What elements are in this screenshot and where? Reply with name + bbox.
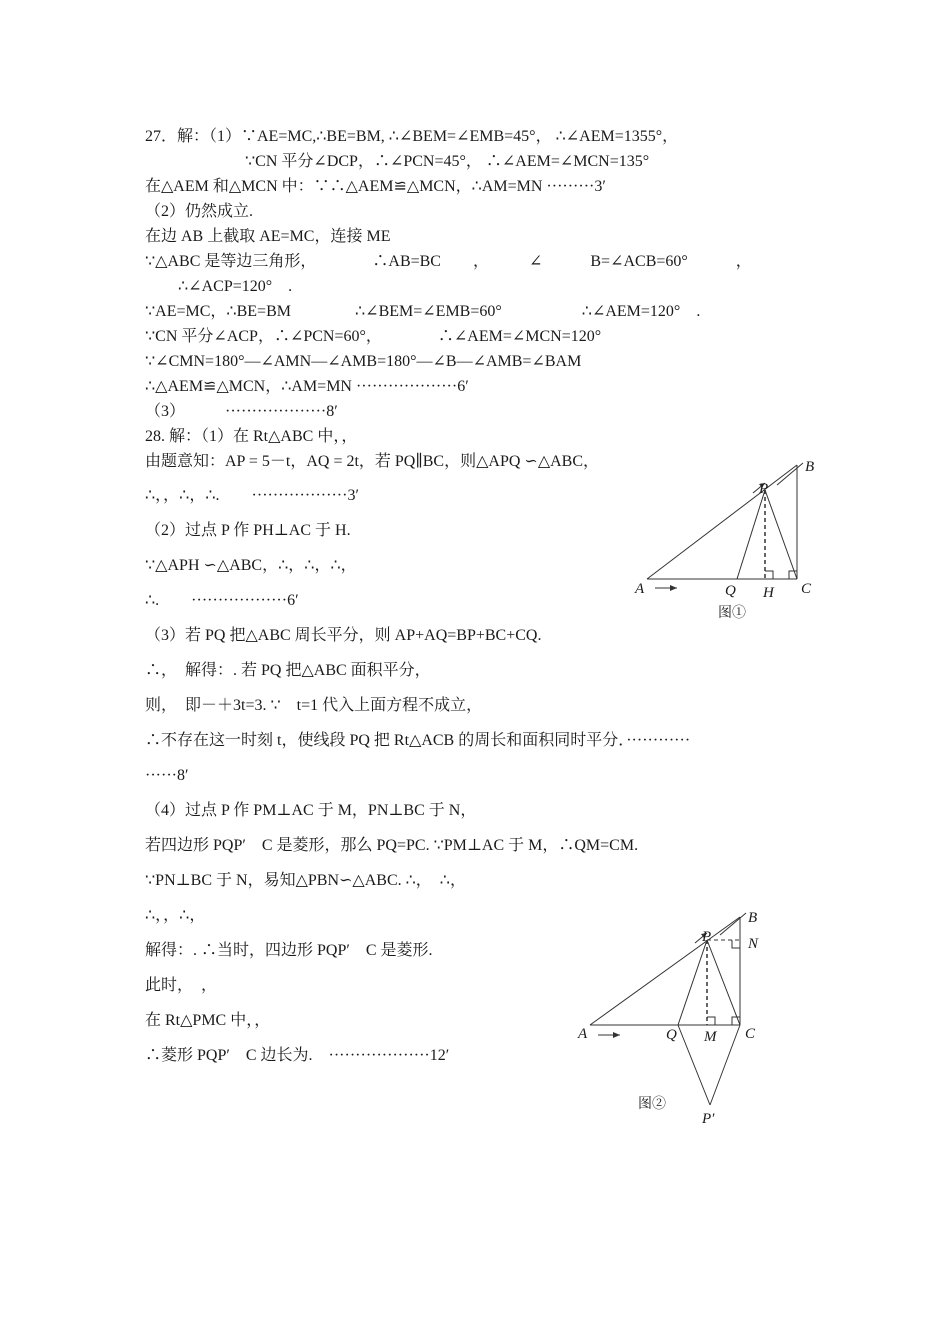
figure-1-caption: 图①: [718, 606, 746, 621]
line-28-4: （2）过点 P 作 PH⊥AC 于 H.: [145, 522, 351, 539]
line-28-19: ∴菱形 PQP′ C 边长为. ···················12′: [145, 1047, 450, 1064]
label-q: Q: [666, 1027, 677, 1043]
line-27-5: 在边 AB 上截取 AE=MC，连接 ME: [145, 228, 391, 245]
line-28-9: 则， 即－＋3t=3. ∵ t=1 代入上面方程不成立，: [145, 697, 483, 714]
line-27-10: ∵∠CMN=180°—∠AMN—∠AMB=180°—∠B—∠AMB=∠BAM: [145, 353, 582, 370]
label-c: C: [801, 581, 812, 597]
label-a: A: [635, 581, 645, 597]
line-27-6: ∵△ABC 是等边三角形， ∴AB=BC ， ∠ B=∠ACB=60° ，: [145, 253, 752, 270]
line-28-14: ∵PN⊥BC 于 N，易知△PBN∽△ABC. ∴， ∴，: [145, 872, 466, 889]
line-27-9: ∵CN 平分∠ACP，∴∠PCN=60°， ∴∠AEM=∠MCN=120°: [145, 328, 602, 345]
line-28-13: 若四边形 PQP′ C 是菱形，那么 PQ=PC. ∵PM⊥AC 于 M，∴QM=CM.: [145, 837, 639, 854]
label-b: B: [748, 910, 758, 926]
line-27-4: （2）仍然成立.: [145, 203, 254, 220]
label-h: H: [763, 585, 774, 601]
line-28-5: ∵△APH ∽△ABC，∴，∴，∴，: [145, 557, 357, 574]
line-28-16: 解得：. ∴当时，四边形 PQP′ C 是菱形.: [145, 942, 433, 959]
line-28-3: ∴，，∴，∴. ··················3′: [145, 487, 359, 504]
line-28-8: ∴， 解得：. 若 PQ 把△ABC 面积平分，: [145, 662, 431, 679]
line-28-11: ······8′: [145, 767, 189, 784]
label-p: P: [702, 929, 712, 945]
line-28-15: ∴，，∴，: [145, 907, 206, 924]
line-28-12: （4）过点 P 作 PM⊥AC 于 M，PN⊥BC 于 N，: [145, 802, 477, 819]
figure-2: [570, 905, 780, 1130]
line-27-2: ∵CN 平分∠DCP，∴∠PCN=45°， ∴∠AEM=∠MCN=135°: [245, 153, 650, 170]
figure-2-caption: 图②: [638, 1097, 666, 1112]
label-m: M: [704, 1029, 717, 1045]
label-p-prime: P′: [702, 1111, 715, 1127]
label-n: N: [748, 936, 759, 952]
line-28-17: 此时， ，: [145, 977, 218, 994]
line-27-8: ∵AE=MC，∴BE=BM ∴∠BEM=∠EMB=60° ∴∠AEM=120° .: [145, 303, 701, 320]
line-27-1: 27．解：（1）∵AE=MC,∴BE=BM, ∴∠BEM=∠EMB=45°， ∴∠AEM=1355°，: [145, 128, 679, 145]
line-27-7: ∴∠ACP=120° .: [178, 278, 293, 295]
line-28-18: 在 Rt△PMC 中，，: [145, 1012, 271, 1029]
label-a: A: [578, 1026, 588, 1042]
line-27-3: 在△AEM 和△MCN 中：∵∴△AEM≌△MCN，∴AM=MN ·········3′: [145, 178, 606, 195]
line-27-12: （3） ···················8′: [145, 403, 338, 420]
line-28-7: （3）若 PQ 把△ABC 周长平分，则 AP+AQ=BP+BC+CQ.: [145, 627, 542, 644]
line-27-11: ∴△AEM≌△MCN，∴AM=MN ···················6′: [145, 378, 469, 395]
line-28-10: ∴不存在这一时刻 t，使线段 PQ 把 Rt△ACB 的周长和面积同时平分．············: [145, 732, 691, 749]
label-p: P: [759, 481, 769, 497]
figure-1: [625, 455, 825, 630]
line-28-6: ∴. ··················6′: [145, 592, 299, 609]
label-c: C: [745, 1026, 756, 1042]
line-28-1: 28. 解：（1）在 Rt△ABC 中，，: [145, 428, 358, 445]
line-28-2: 由题意知：AP = 5－t，AQ = 2t，若 PQ∥BC，则△APQ ∽△ABC，: [145, 453, 600, 470]
label-b: B: [805, 459, 815, 475]
label-q: Q: [725, 583, 736, 599]
